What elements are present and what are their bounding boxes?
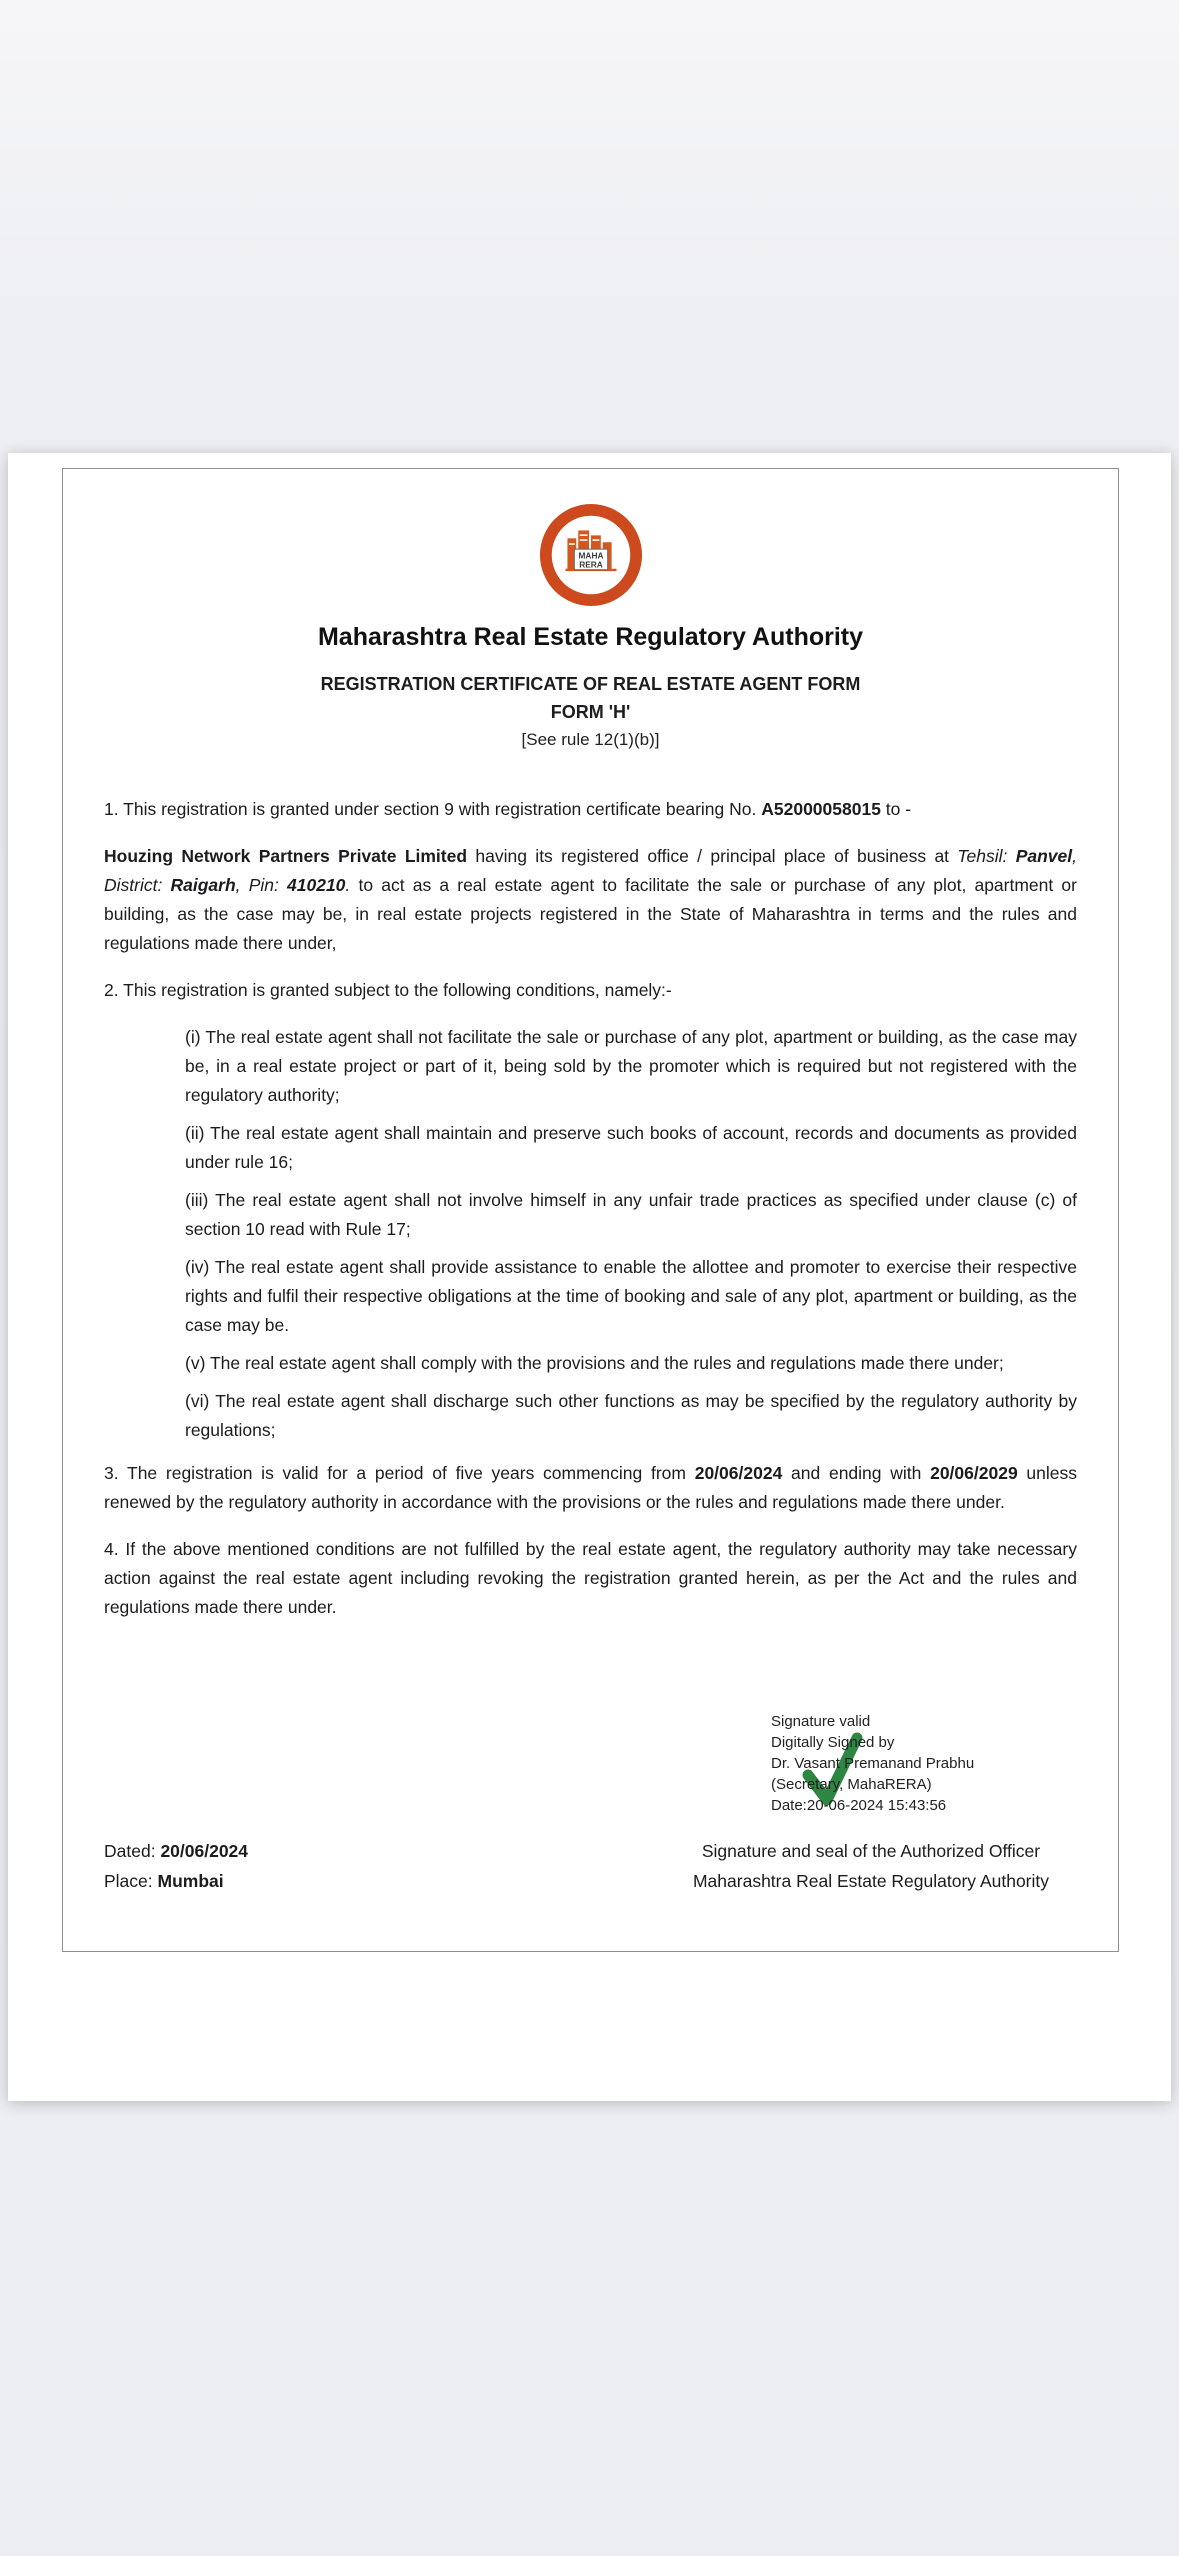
- digital-signature-block: [771, 1711, 1111, 1816]
- place-line: Place: Mumbai: [104, 1871, 224, 1891]
- svg-text:RERA: RERA: [578, 559, 603, 570]
- certificate-heading: REGISTRATION CERTIFICATE OF REAL ESTATE AGENT FORM: [320, 674, 861, 694]
- authority-name-line: Maharashtra Real Estate Regulatory Authority: [692, 1871, 1049, 1891]
- agent-details: Houzing Network Partners Private Limited having its registered office / principal place of business at Tehsil: Panvel, District: Raigarh, Pin: 410210. to act as a real estate agent to facilitate the sale or purchase of any plot, apartment or building, as the case may be, in real estate projects registered in the State of Maharashtra in terms and the rules and regulations made there under,: [104, 846, 1077, 953]
- clause-3: 3. The registration is valid for a period of five years commencing from 20/06/2024 and ending with 20/06/2029 unless renewed by the regulatory authority in accordance with the provisions or the rules and regulations made there under.: [104, 1463, 1078, 1512]
- svg-text:MAHA: MAHA: [578, 550, 603, 561]
- clause-2: 2. This registration is granted subject to the following conditions, namely:-: [104, 980, 672, 1000]
- form-heading: FORM 'H': [550, 702, 631, 722]
- signature-date: Date:20-06-2024 15:43:56: [771, 1797, 947, 1814]
- signer-designation: (Secretary, MahaRERA): [771, 1776, 932, 1793]
- spacer: [104, 754, 1077, 795]
- footer-right: [693, 1836, 1049, 1896]
- condition-item-i: (i) The real estate agent shall not facilitate the sale or purchase of any plot, apartment or building, as the case may be, in a real estate project or part of it, being sold by the promoter which is required but not registered with the regulatory authority;: [185, 1027, 1077, 1105]
- condition-item-vi: (vi) The real estate agent shall discharge such other functions as may be specified by the regulatory authority by regulations;: [185, 1391, 1077, 1440]
- condition-item-iv: (iv) The real estate agent shall provide assistance to enable the allottee and promoter to exercise their respective rights and fulfil their respective obligations at the time of booking and sale of any plot, apartment or building, as the case may be.: [185, 1257, 1077, 1335]
- authority-title: Maharashtra Real Estate Regulatory Authority: [317, 623, 864, 651]
- footer-left: [104, 1836, 248, 1896]
- signature-text: [771, 1711, 1111, 1816]
- condition-item-ii: (ii) The real estate agent shall maintain and preserve such books of account, records and documents as provided under rule 16;: [185, 1123, 1077, 1172]
- signer-name: Dr. Vasant Premanand Prabhu: [771, 1755, 975, 1772]
- dated-line: Dated: 20/06/2024: [104, 1841, 249, 1861]
- certificate-footer: [104, 1836, 1077, 1896]
- clause-1: 1. This registration is granted under section 9 with registration certificate bearing No. A52000058015 to -: [104, 799, 912, 819]
- certificate-border: [62, 468, 1119, 1952]
- condition-item-iii: (iii) The real estate agent shall not involve himself in any unfair trade practices as specified under clause (c) of section 10 read with Rule 17;: [185, 1190, 1077, 1239]
- condition-item-v: (v) The real estate agent shall comply with the provisions and the rules and regulations made there under;: [185, 1353, 1004, 1373]
- signature-valid-text: Signature valid: [771, 1713, 871, 1730]
- rule-reference: [See rule 12(1)(b)]: [521, 730, 660, 749]
- certificate-content: [63, 502, 1118, 1622]
- conditions-list: [104, 1023, 1077, 1445]
- signed-by-line: Digitally Signed by: [771, 1734, 895, 1751]
- certificate-page: [8, 453, 1171, 2101]
- authorized-officer-line: Signature and seal of the Authorized Officer: [701, 1841, 1041, 1861]
- maharera-logo-icon: [538, 502, 644, 608]
- clause-4: 4. If the above mentioned conditions are not fulfilled by the real estate agent, the regulatory authority may take necessary action against the real estate agent including revoking the registration granted herein, as per the Act and the rules and regulations made there under.: [104, 1539, 1077, 1617]
